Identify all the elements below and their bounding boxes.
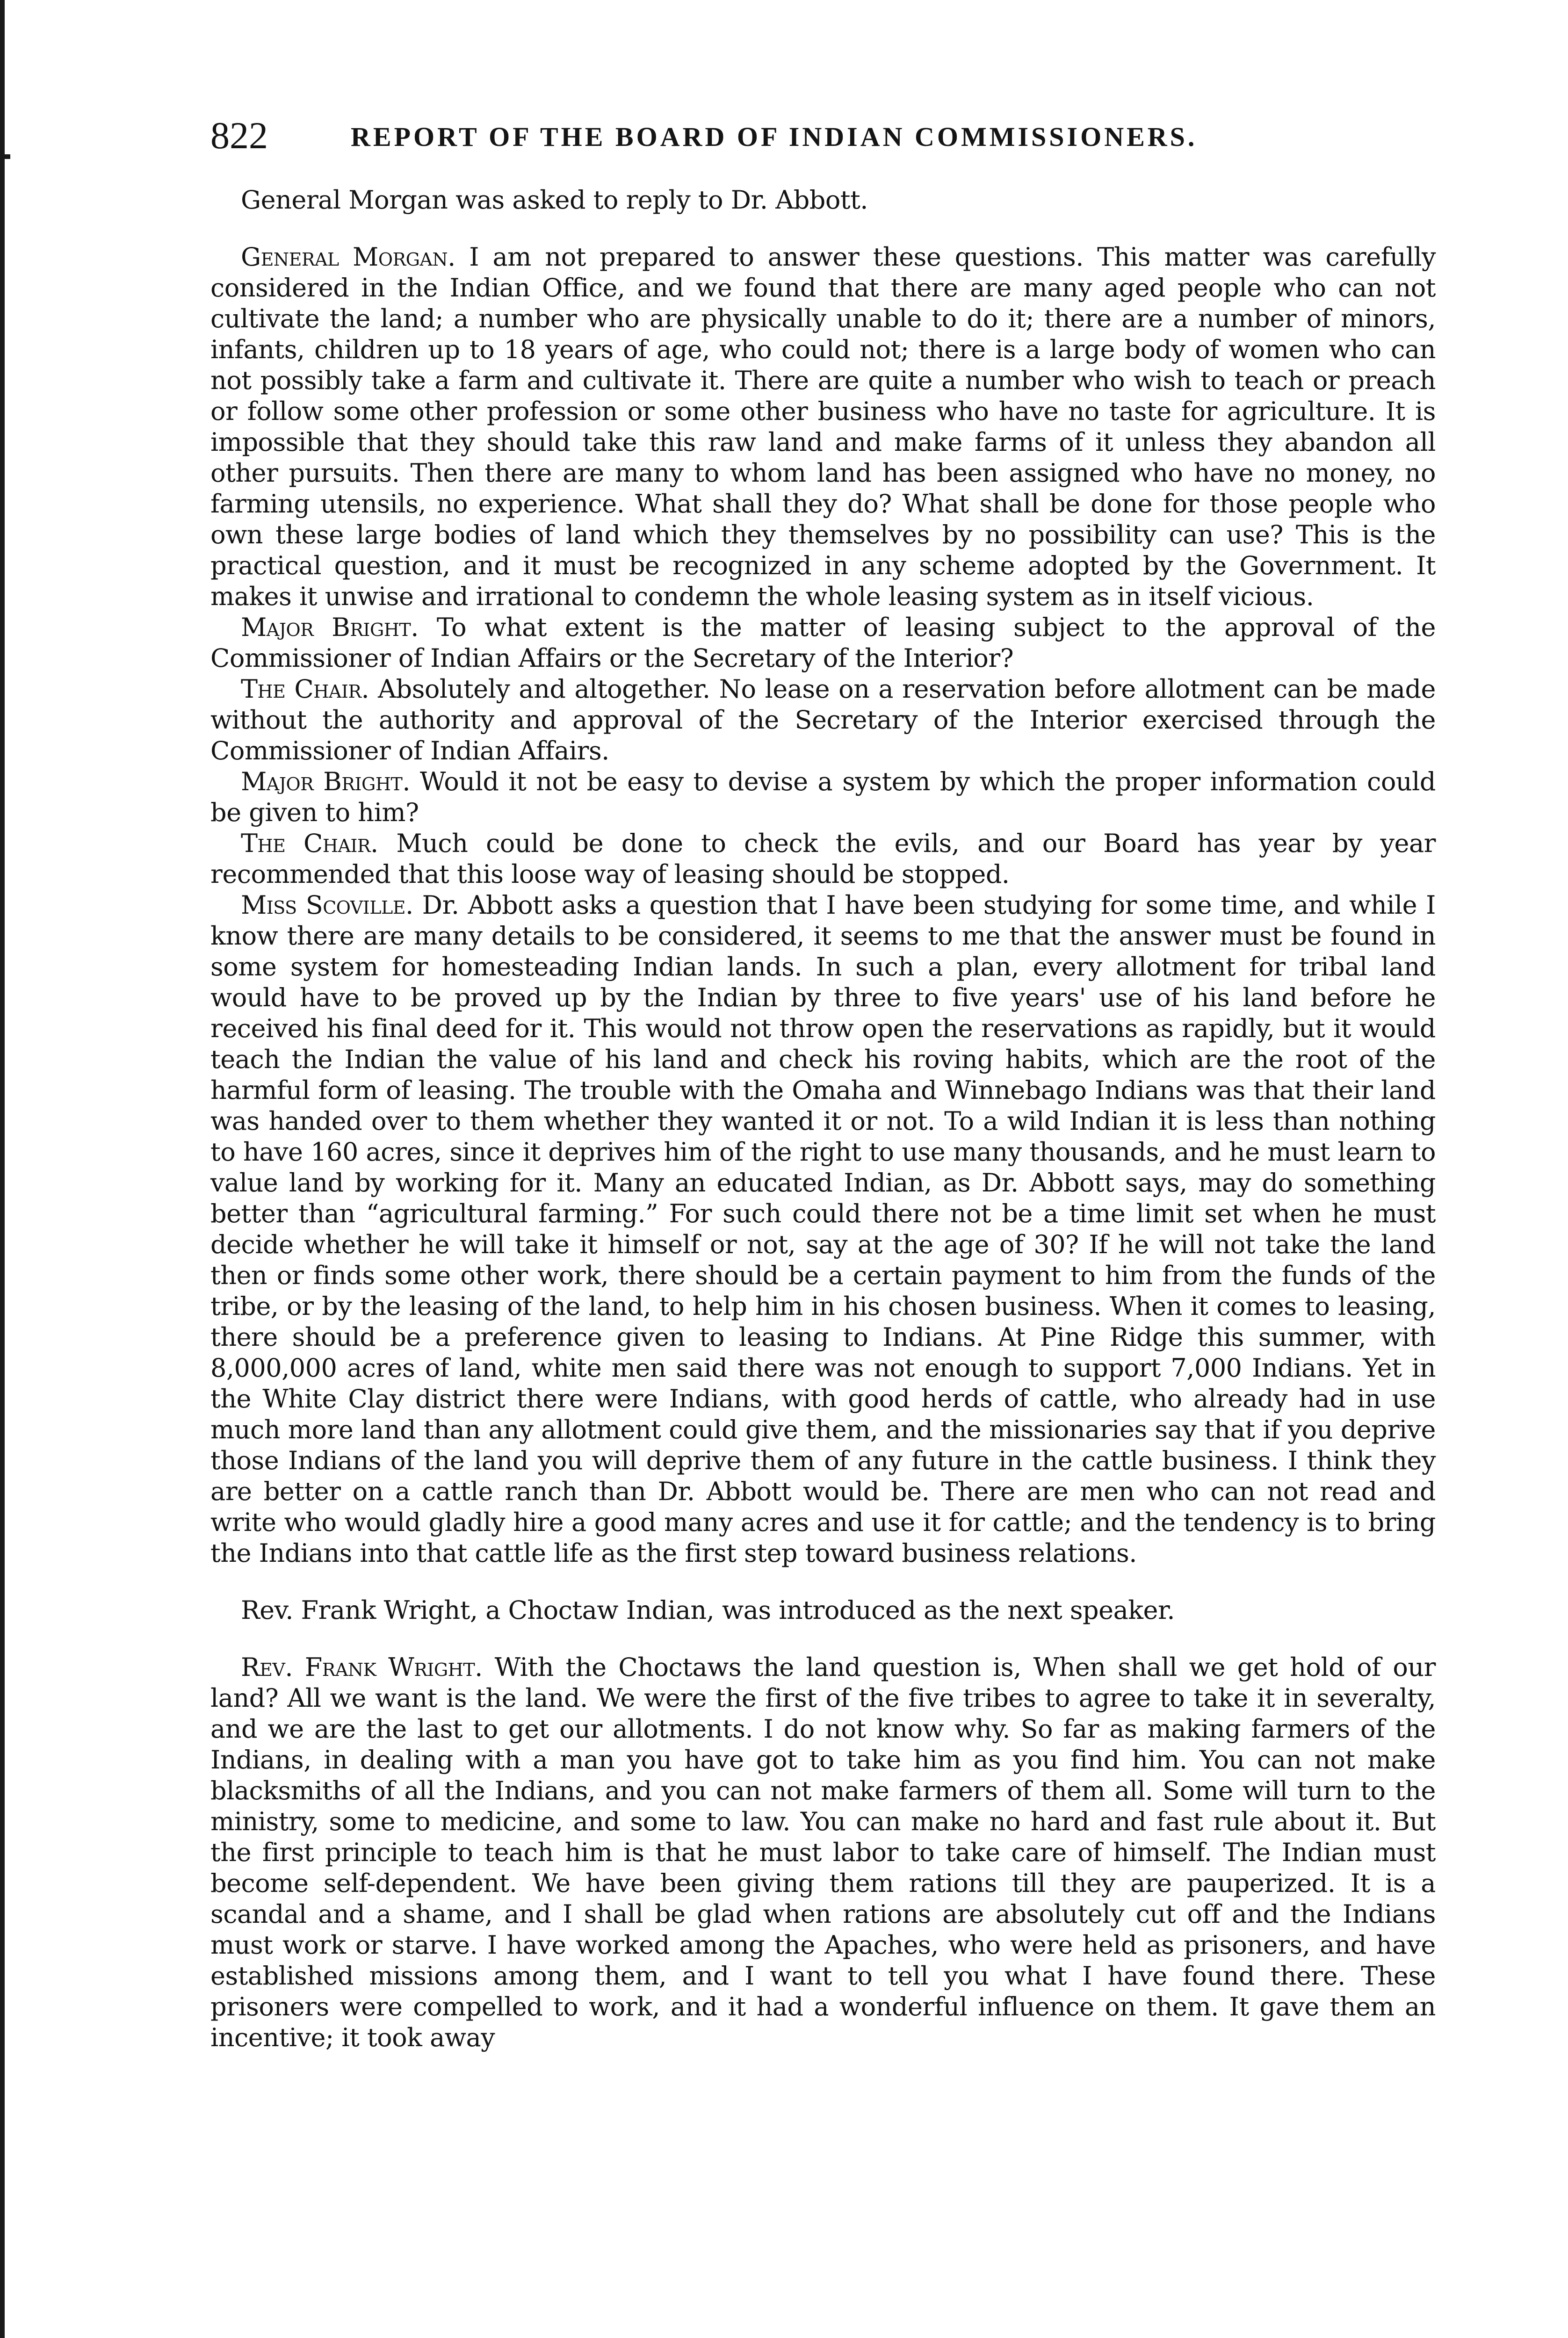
paragraph-text: Would it not be easy to devise a system by which the proper information could be given to him? [210,767,1436,827]
speaker-label: The Chair. [241,674,369,704]
speaker-label: Major Bright. [241,767,410,796]
paragraph-chair [210,828,1436,890]
paragraph-major-bright [210,766,1436,828]
margin-tick-mark [0,154,10,159]
paragraph-miss-scoville [210,890,1436,1569]
paragraph-text: I am not prepared to answer these questions. This matter was carefully considered in the Indian Office, and we found that there are many aged people who can not cultivate the land; a number who are physically unable to do it; there are a number of minors, infants, children up to 18 years of age, who could not; there is a large body of women who can not possibly take a farm and cultivate it. There are quite a number who wish to teach or preach or follow some other profession or some other business who have no taste for agriculture. It is impossible that they should take this raw land and make farms of it unless they abandon all other pursuits. Then there are many to whom land has been assigned who have no money, no farming utensils, no experience. What shall they do? What shall be done for those people who own these large bodies of land which they themselves by no possibility can use? This is the practical question, and it must be recognized in any scheme adopted by the Government. It makes it unwise and irrational to condemn the whole leasing system as in itself vicious. [210,242,1436,611]
paragraph-general-morgan [210,242,1436,612]
speaker-label: Miss Scoville. [241,890,413,920]
paragraph-text: General Morgan was asked to reply to Dr. Abbott. [241,185,868,215]
report-text-body [210,185,1436,2053]
speaker-label: General Morgan. [241,242,455,272]
paragraph-text: To what extent is the matter of leasing subject to the approval of the Commissioner of Indian Affairs or the Secretary of the Interior? [210,613,1436,673]
running-title: REPORT OF THE BOARD OF INDIAN COMMISSIONERS. [351,122,1198,152]
paragraph-chair [210,674,1436,766]
paragraph-text: Dr. Abbott asks a question that I have been studying for some time, and while I know there are many details to be considered, it seems to me that the answer must be found in some system for homesteading Indian lands. In such a plan, every allotment for tribal land would have to be proved up by the Indian by three to five years' use of his land before he received his final deed for it. This would not throw open the reservations as rapidly, but it would teach the Indian the value of his land and check his roving habits, which are the root of the harmful form of leasing. The trouble with the Omaha and Winnebago Indians was that their land was handed over to them whether they wanted it or not. To a wild Indian it is less than nothing to have 160 acres, since it deprives him of the right to use many thousands, and he must learn to value land by working for it. Many an educated Indian, as Dr. Abbott says, may do something better than “agricultural farming.” For such could there not be a time limit set when he must decide whether he will take it himself or not, say at the age of 30? If he will not take the land then or finds some other work, there should be a certain payment to him from the funds of the tribe, or by the leasing of the land, to help him in his chosen business. When it comes to leasing, there should be a preference given to leasing to Indians. At Pine Ridge this summer, with 8,000,000 acres of land, white men said there was not enough to support 7,000 Indians. Yet in the White Clay district there were Indians, with good herds of cattle, who already had in use much more land than any allotment could give them, and the missionaries say that if you deprive those Indians of the land you will deprive them of any future in the cattle business. I think they are better on a cattle ranch than Dr. Abbott would be. There are men who can not read and write who would gladly hire a good many acres and use it for cattle; and the tendency is to bring the Indians into that cattle life as the first step toward business relations. [210,890,1436,1568]
speaker-label: The Chair. [241,829,378,858]
paragraph-text: With the Choctaws the land question is, When shall we get hold of our land? All we want is the land. We were the first of the five tribes to agree to take it in severalty, and we are the last to get our allotments. I do not know why. So far as making farmers of the Indians, in dealing with a man you have got to take him as you find him. You can not make blacksmiths of all the Indians, and you can not make farmers of them all. Some will turn to the ministry, some to medicine, and some to law. You can make no hard and fast rule about it. But the first principle to teach him is that he must labor to take care of himself. The Indian must become self-dependent. We have been giving them rations till they are pauperized. It is a scandal and a shame, and I shall be glad when rations are absolutely cut off and the Indians must work or starve. I have worked among the Apaches, who were held as prisoners, and have established missions among them, and I want to tell you what I have found there. These prisoners were compelled to work, and it had a wonderful influence on them. It gave them an incentive; it took away [210,1652,1436,2052]
paragraph-rev-frank-wright [210,1652,1436,2053]
paragraph-major-bright [210,612,1436,674]
paragraph-text: Absolutely and altogether. No lease on a reservation before allotment can be made without the authority and approval of the Secretary of the Interior exercised through the Commissioner of Indian Affairs. [210,674,1436,765]
speaker-label: Major Bright. [241,613,419,642]
paragraph-text: Rev. Frank Wright, a Choctaw Indian, was introduced as the next speaker. [241,1595,1175,1625]
paragraph-intro [210,185,1436,216]
paragraph-text: Much could be done to check the evils, and our Board has year by year recommended that this loose way of leasing should be stopped. [210,829,1436,889]
page-number: 822 [210,114,268,157]
speaker-label: Rev. Frank Wright. [241,1652,483,1682]
running-header [210,112,1445,164]
paragraph-speaker-introduction [210,1595,1436,1626]
left-margin-rule [0,0,5,2338]
